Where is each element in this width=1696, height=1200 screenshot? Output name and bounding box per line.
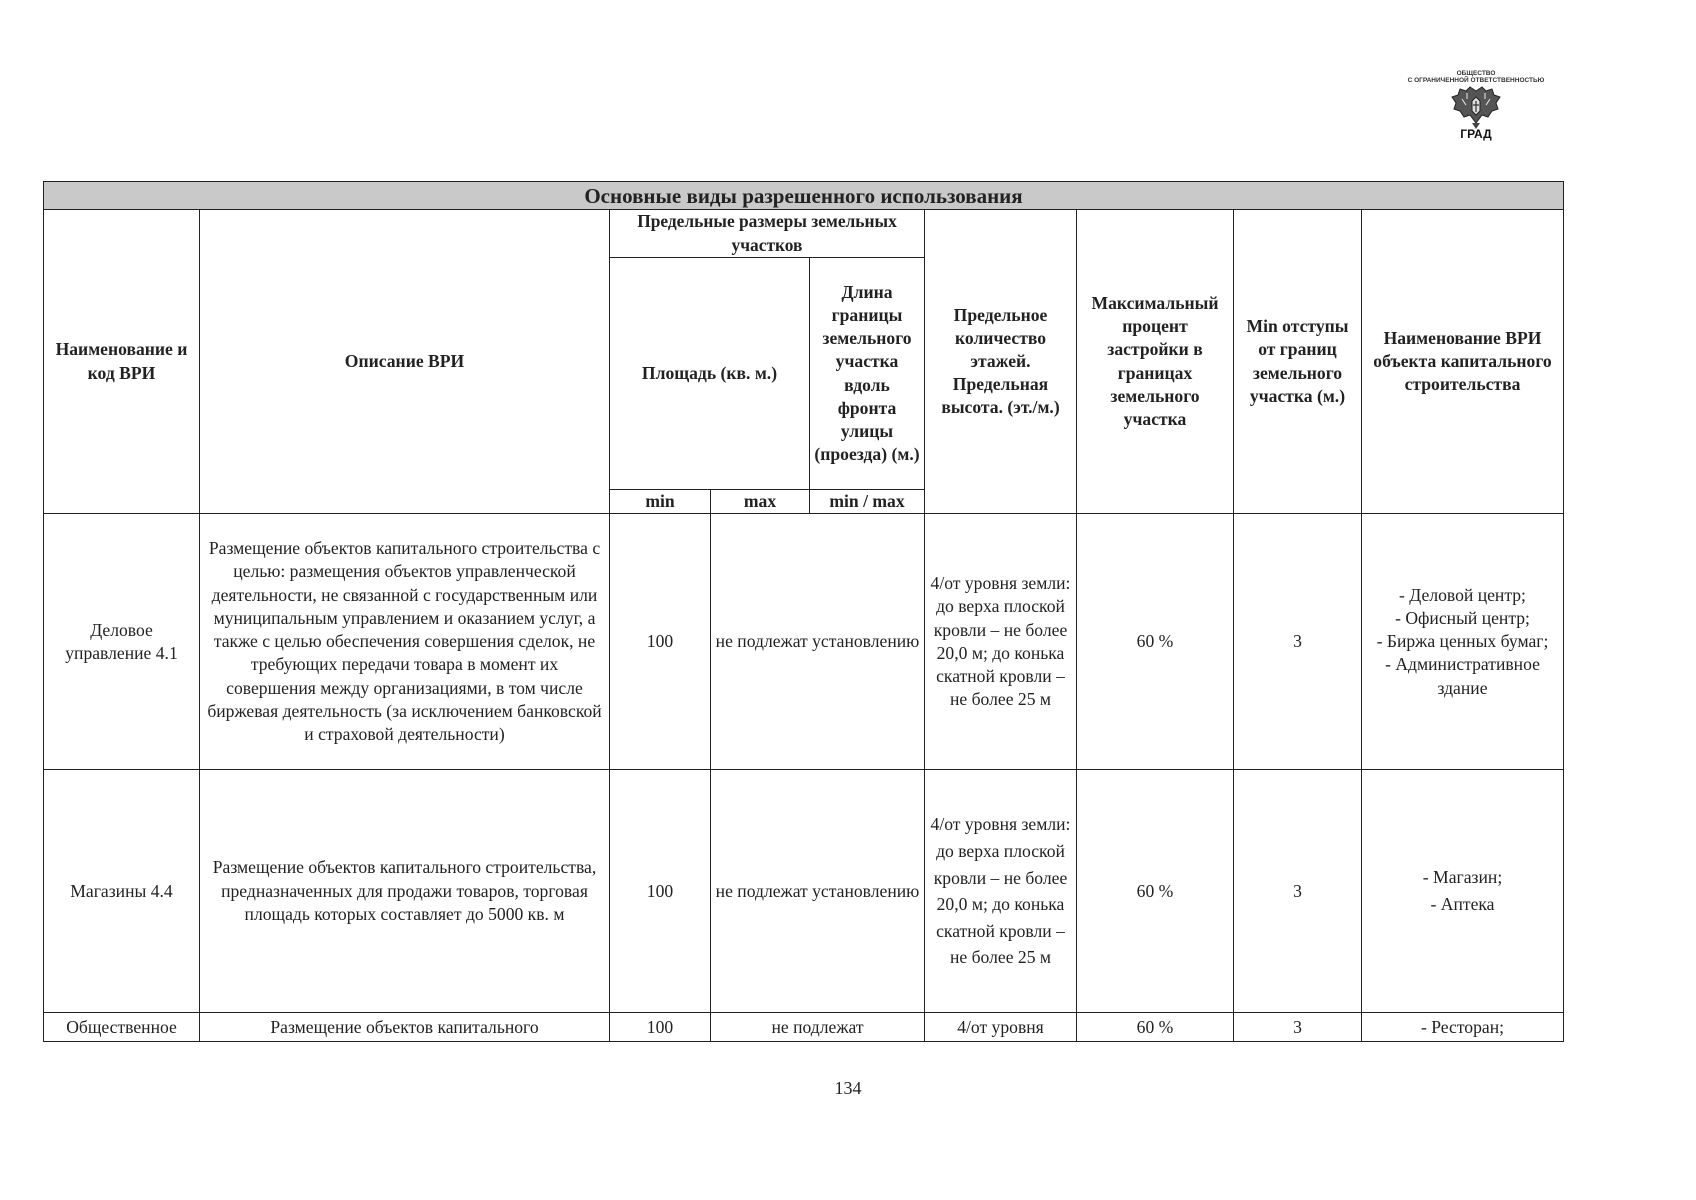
row-floors: 4/от уровня земли: до верха плоской кровли – не более 20,0 м; до конька скатной кровли – не более 25 м [925, 770, 1077, 1013]
row-setback: 3 [1234, 1013, 1362, 1042]
header-description: Описание ВРИ [200, 210, 610, 514]
double-headed-eagle-icon [1450, 85, 1502, 129]
table-row [44, 1013, 1564, 1042]
header-name-code: Наименование и код ВРИ [44, 210, 200, 514]
row-min-area: 100 [610, 514, 711, 770]
object-item: - Ресторан; [1420, 1016, 1505, 1037]
table-row [44, 514, 1564, 770]
header-frontage: Длина границы земельного участка вдоль фронта улицы (проезда) (м.) [810, 258, 925, 490]
header-min: min [610, 490, 711, 514]
header-floors: Предельное количество этажей. Предельная высота. (эт./м.) [925, 210, 1077, 514]
row-objects [1362, 770, 1564, 1013]
table-title: Основные виды разрешенного использования [44, 182, 1564, 210]
company-logo [1392, 70, 1560, 154]
row-objects [1362, 1013, 1564, 1042]
object-item: - Магазин; [1422, 867, 1503, 888]
header-object-name: Наименование ВРИ объекта капитального строительства [1362, 210, 1564, 514]
header-limit-sizes: Предельные размеры земельных участков [610, 210, 925, 258]
row-name: Деловое управление 4.1 [44, 514, 200, 770]
header-max-percent: Максимальный процент застройки в границах земельного участка [1077, 210, 1234, 514]
object-item: - Деловой центр; [1399, 584, 1526, 605]
table-row [44, 770, 1564, 1013]
row-min-area: 100 [610, 1013, 711, 1042]
header-min-max: min / max [810, 490, 925, 514]
row-objects [1362, 514, 1564, 770]
header-setback: Min отступы от границ земельного участка (м.) [1234, 210, 1362, 514]
row-description: Размещение объектов капитального строительства с целью: размещения объектов управленческой деятельности, не связанной с государственным или муниципальным управлением и оказанием услуг, а также с целью обеспечения совершения сделок, не требующих передачи товара в момент их совершения между организациями, в том числе биржевая деятельность (за исключением банковской и страховой деятельности) [200, 514, 610, 770]
row-percent: 60 % [1077, 1013, 1234, 1042]
row-floors: 4/от уровня [925, 1013, 1077, 1042]
object-item: - Биржа ценных бумаг; [1376, 631, 1549, 652]
row-setback: 3 [1234, 770, 1362, 1013]
object-item: - Административное здание [1385, 654, 1540, 698]
row-min-area: 100 [610, 770, 711, 1013]
row-max-frontage: не подлежат [711, 1013, 925, 1042]
row-floors: 4/от уровня земли: до верха плоской кровли – не более 20,0 м; до конька скатной кровли – не более 25 м [925, 514, 1077, 770]
row-max-frontage: не подлежат установлению [711, 770, 925, 1013]
row-percent: 60 % [1077, 514, 1234, 770]
row-description: Размещение объектов капитального строительства, предназначенных для продажи товаров, торговая площадь которых составляет до 5000 кв. м [200, 770, 610, 1013]
row-name: Общественное [44, 1013, 200, 1042]
row-name: Магазины 4.4 [44, 770, 200, 1013]
header-max: max [711, 490, 810, 514]
logo-line-1: ОБЩЕСТВО [1456, 70, 1496, 77]
page-number: 134 [834, 1078, 862, 1098]
header-area: Площадь (кв. м.) [610, 258, 810, 490]
logo-company-name: ГРАД [1460, 127, 1492, 141]
row-percent: 60 % [1077, 770, 1234, 1013]
row-max-frontage: не подлежат установлению [711, 514, 925, 770]
permitted-use-table [43, 181, 1564, 1042]
logo-line-2: С ОГРАНИЧЕННОЙ ОТВЕТСТВЕННОСТЬЮ [1407, 77, 1545, 84]
object-item: - Аптека [1430, 894, 1495, 915]
object-item: - Офисный центр; [1395, 607, 1530, 628]
row-setback: 3 [1234, 514, 1362, 770]
row-description: Размещение объектов капитального [200, 1013, 610, 1042]
